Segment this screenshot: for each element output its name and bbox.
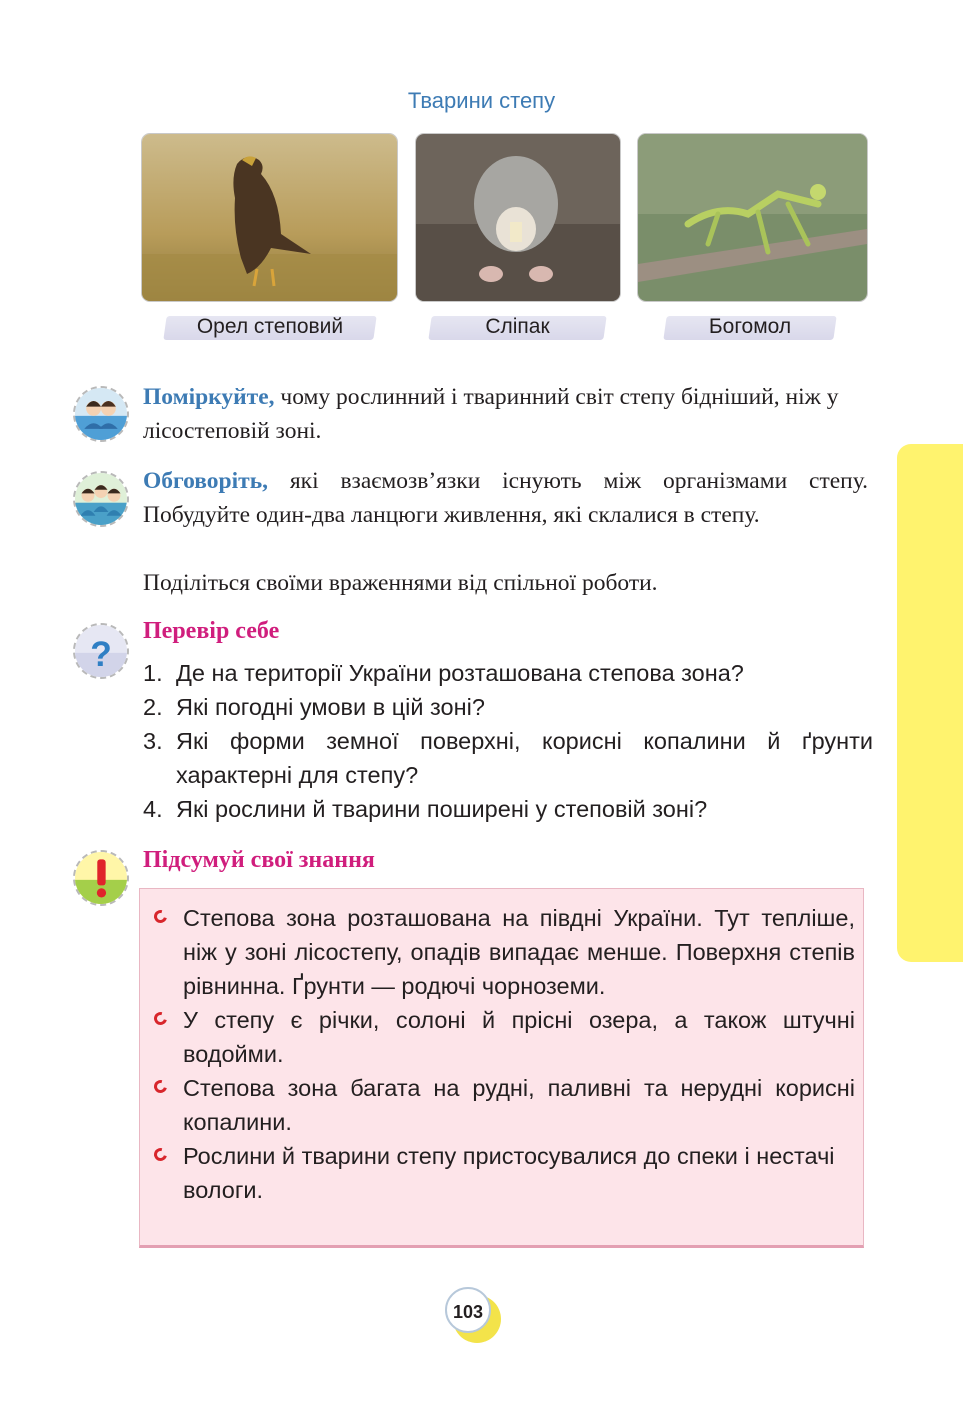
summary-box: [139, 888, 864, 1248]
list-item: 2. Які погодні умови в цій зоні?: [143, 694, 485, 720]
discuss-paragraph-2: Поділіться своїми враженнями від спільної роботи.: [143, 570, 658, 596]
question-list: [143, 656, 873, 826]
group-children-icon: [73, 471, 129, 527]
mole-rat-photo: [415, 133, 621, 302]
chapter-side-tab: [897, 444, 963, 962]
two-children-icon: [73, 386, 129, 442]
list-item: 1. Де на території України розташована степова зона?: [143, 660, 744, 686]
eagle-caption: Орел степовий: [165, 310, 375, 344]
list-item: 4. Які рослини й тварини поширені у степовій зоні?: [143, 796, 708, 822]
bullet-icon: [152, 1078, 170, 1096]
list-item: Степова зона розташована на півдні України. Тут тепліше, ніж у зоні лісостепу, опадів випадає менше. Поверхня степів рівнинна. Ґрунти — родючі чорноземи.: [150, 901, 855, 1003]
list-item: 3. Які форми земної поверхні, корисні копалини й ґрунти характерні для степу?: [143, 728, 873, 788]
list-item: Рослини й тварини степу пристосувалися до спеки і нестачі вологи.: [150, 1139, 855, 1207]
check-heading: Перевір себе: [143, 618, 280, 644]
list-item: У степу є річки, солоні й прісні озера, а також штучні водойми.: [150, 1003, 855, 1071]
think-paragraph: Поміркуйте, чому рослинний і тваринний світ степу бідніший, ніж у лісостеповій зоні.: [143, 384, 839, 444]
bullet-icon: [152, 1146, 170, 1164]
mantis-photo: [637, 133, 868, 302]
section-title: Тварини степу: [407, 88, 556, 113]
summary-list: [150, 901, 855, 1207]
bullet-icon: [152, 908, 170, 926]
list-item: Степова зона багата на рудні, паливні та нерудні корисні копалини.: [150, 1071, 855, 1139]
question-mark-icon: [73, 623, 129, 679]
svg-text:?: ?: [90, 634, 112, 674]
eagle-photo: [141, 133, 398, 302]
mantis-caption: Богомол: [665, 310, 835, 344]
discuss-paragraph: Обговоріть, які взаємозв’язки існують між організмами степу. Побудуйте один-два ланцюги живлення, які склалися в степу.: [143, 468, 868, 528]
bullet-icon: [152, 1010, 170, 1028]
exclamation-icon: [73, 850, 129, 906]
mole-rat-caption: Сліпак: [430, 310, 605, 344]
page-number: 103: [445, 1287, 497, 1339]
summary-heading: Підсумуй свої знання: [143, 847, 375, 873]
